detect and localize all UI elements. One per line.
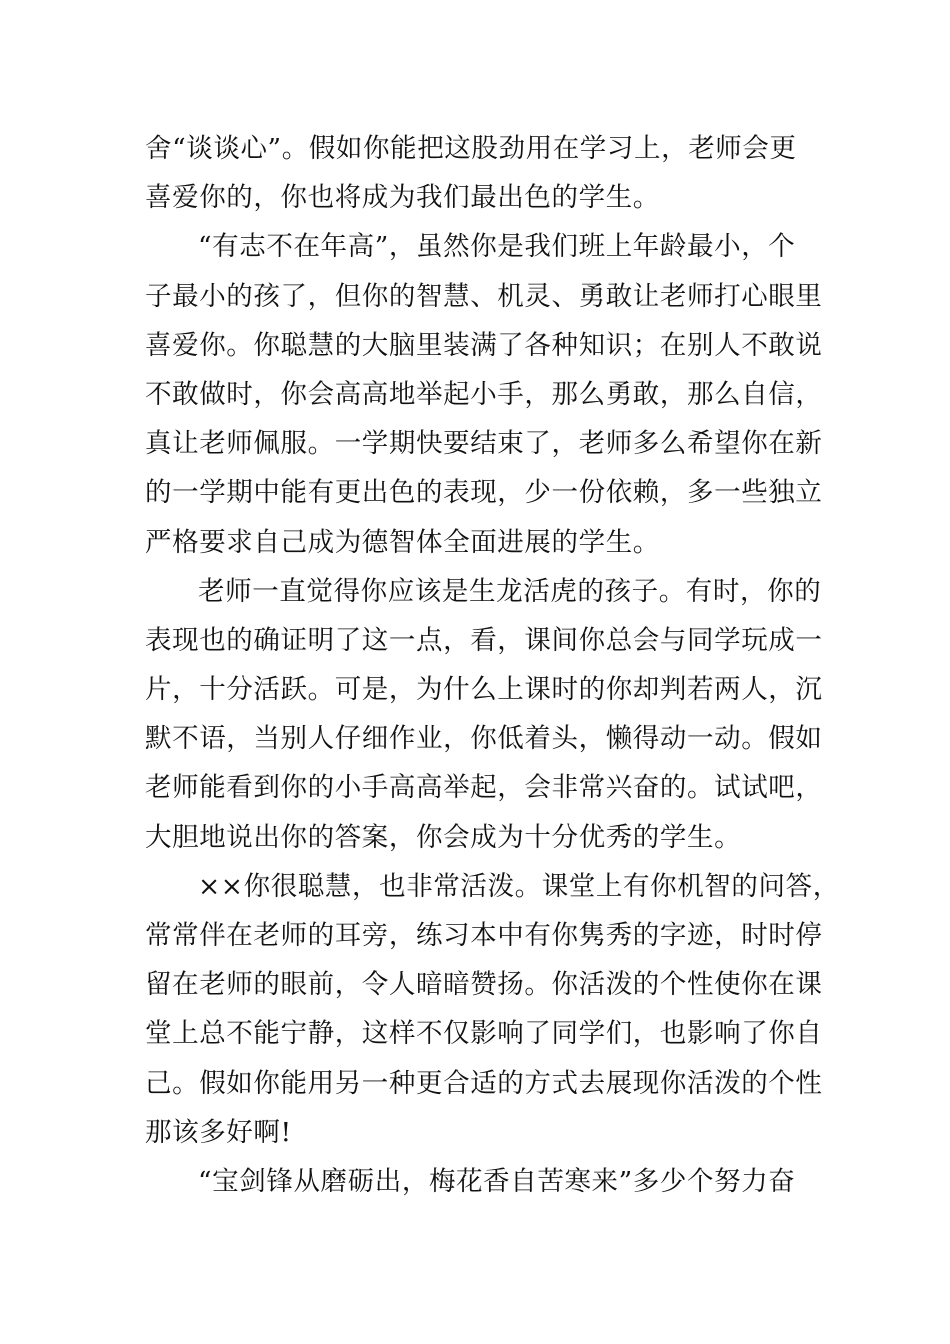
text-line-21: 那该多好啊! [145, 1116, 292, 1148]
text-line-7: 真让老师佩服。一学期快要结束了，老师多么希望你在新 [145, 428, 823, 460]
text-line-17: 常常伴在老师的耳旁，练习本中有你隽秀的字迹，时时停 [145, 920, 823, 951]
text-line-16: ××你很聪慧，也非常活泼。课堂上有你机智的问答， [198, 870, 840, 902]
text-line-13: 默不语，当别人仔细作业，你低着头，懒得动一动。假如 [145, 723, 823, 755]
text-line-9: 严格要求自己成为德智体全面进展的学生。 [145, 526, 660, 558]
text-line-20: 己。假如你能用另一种更合适的方式去展现你活泼的个性 [145, 1067, 823, 1099]
document-body [145, 124, 840, 1206]
text-line-11: 表现也的确证明了这一点，看，课间你总会与同学玩成一 [145, 624, 823, 656]
text-line-5: 喜爱你。你聪慧的大脑里装满了各种知识；在别人不敢说 [145, 329, 823, 361]
text-line-8: 的一学期中能有更出色的表现，少一份依赖，多一些独立 [145, 477, 823, 509]
text-line-12: 片，十分活跃。可是，为什么上课时的你却判若两人，沉 [145, 674, 823, 706]
text-line-4: 子最小的孩了，但你的智慧、机灵、勇敢让老师打心眼里 [145, 280, 823, 312]
text-line-6: 不敢做时，你会高高地举起小手，那么勇敢，那么自信， [145, 378, 823, 410]
text-line-3: “有志不在年高”，虽然你是我们班上年龄最小，个 [198, 231, 796, 263]
text-line-10: 老师一直觉得你应该是生龙活虎的孩子。有时，你的 [198, 575, 822, 607]
text-line-19: 堂上总不能宁静，这样不仅影响了同学们，也影响了你自 [145, 1018, 823, 1050]
text-line-22: “宝剑锋从磨砺出，梅花香自苦寒来”多少个努力奋 [198, 1165, 796, 1197]
text-line-2: 喜爱你的，你也将成为我们最出色的学生。 [145, 182, 660, 214]
text-line-14: 老师能看到你的小手高高举起，会非常兴奋的。试试吧， [145, 772, 823, 804]
text-line-18: 留在老师的眼前，令人暗暗赞扬。你活泼的个性使你在课 [145, 969, 823, 1001]
text-line-15: 大胆地说出你的答案，你会成为十分优秀的学生。 [145, 821, 742, 853]
text-line-1: 舍“谈谈心”。假如你能把这股劲用在学习上，老师会更 [145, 133, 797, 164]
